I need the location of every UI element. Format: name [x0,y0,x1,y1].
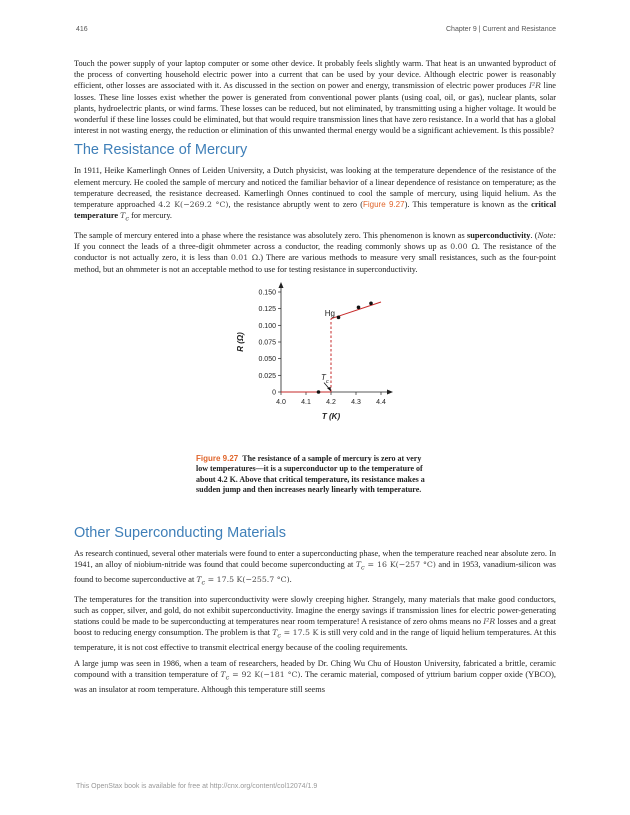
tc-subscript: c [125,214,129,223]
figure-9-27-link[interactable]: Figure 9.27 [362,200,405,210]
intro-text-a: Touch the power supply of your laptop computer or some other device. It probably feels slightly warm. That heat is an unwanted byproduct of the process of converting household electric power into a current that can be used by your device. Although electric power is reasonably efficient, other losses are associated with it. As discussed in the section on power and energy, transmission of electric power produces [74,59,556,91]
other-p2-math-i2r: I²R [483,616,496,626]
mercury-p2-text-b: . ( [530,230,538,240]
y-tick-label: 0.050 [258,355,276,363]
tc-symbol: T [272,628,278,638]
tc-symbol: T [220,670,226,680]
data-point [369,301,373,305]
intro-paragraph [74,58,556,136]
tc-symbol: T [196,574,202,584]
other-p1-text-b: and in 1953, vanadium-silicon was found to become superconductive at [74,560,556,584]
other-p2-text-b: losses and a great boost to reducing energy consumption. The problem is that [74,616,556,638]
tc-value: = 16 K(−257 °C) [364,560,436,569]
y-tick-label: 0.075 [258,339,276,347]
tc-value: = 17.5 K(−255.7 °C) [205,574,290,584]
other-paragraph-2 [74,594,556,654]
mercury-p1-text-b: , the resistance abruptly went to zero ( [228,200,363,210]
intro-math-i2r: I²R [528,81,542,91]
other-paragraph-1 [74,548,556,589]
tc-subscript: c [201,578,206,587]
mercury-p1-math-tc [120,211,129,223]
page-footer: This OpenStax book is available for free at http://cnx.org/content/col12074/1.9 [76,783,318,790]
annotation-tc-sub: c [326,378,329,385]
note-label: Note: [537,230,556,240]
term-superconductivity: superconductivity [466,230,531,240]
mercury-p2-math-zero-ohm: 0.00 Ω [450,242,478,252]
data-point [337,315,341,319]
x-tick-label: 4.1 [301,398,311,406]
other-p1-math-nbn [355,560,436,572]
other-p1-text-c: . [289,574,292,584]
tc-value: = 92 K(−181 °C) [229,670,301,680]
y-axis-arrow [279,282,284,288]
chapter-title: Chapter 9 | Current and Resistance [446,26,556,33]
tc-arrow-head [327,387,331,392]
data-point [317,390,321,394]
figure-9-27 [74,280,556,516]
tc-subscript: c [277,631,282,640]
y-tick-label: 0.150 [258,289,276,297]
chart-marks [281,301,381,393]
y-tick-label: 0.125 [258,305,276,313]
heading-resistance-of-mercury: The Resistance of Mercury [74,142,248,159]
x-axis-label: T (K) [321,411,341,421]
annotation-hg: Hg [324,308,335,318]
figure-caption [196,454,432,496]
x-tick-label: 4.3 [351,398,361,406]
mercury-p1-math-temp: 4.2 K(−269.2 °C) [158,200,229,210]
tc-subscript: c [361,563,365,572]
other-p2-text-a: The temperatures for the transition into superconductivity were slowly creeping higher. Strangely, many materials that make good conductors, such as copper, silver, and gold, do not exhibit superconductivity. Imagine the energy savings if transmission lines for electric power-generating stations could be made to be superconducting at temperatures near room temperature! A resistance of zero ohms means no [74,594,556,626]
heading-other-superconducting-materials: Other Superconducting Materials [74,524,286,541]
mercury-paragraph-1 [74,165,556,225]
page-content [74,58,556,700]
mercury-p1-text-d: for mercury. [129,211,172,221]
other-p2-text-c: is still very cold and in the range of liquid helium temperatures. At this temperature, it is not cost effective to transmit electrical energy because of the cooling requirements. [74,628,556,652]
other-p1-math-vsi [196,574,290,587]
x-tick-label: 4.0 [276,398,286,406]
figure-caption-label: Figure 9.27 [196,453,239,463]
tc-symbol: T [355,560,362,569]
y-tick-label: 0 [272,389,276,397]
other-p3-math-ybco [220,670,301,682]
data-point [357,305,361,309]
other-p2-math-tc [272,628,319,640]
resistance-chart [229,280,409,450]
other-p3-text-b: . The ceramic material, composed of yttrium barium copper oxide (YBCO), was an insulator at room temperature. Although this temperature still seems [74,670,556,695]
other-p3-text-a: A large jump was seen in 1986, when a team of researchers, headed by Dr. Ching Wu Chu of Houston University, fabricated a brittle, ceramic compound with a transition temperature of [74,659,556,680]
mercury-paragraph-2 [74,230,556,275]
annotation-tc: T [321,372,326,382]
other-paragraph-3 [74,658,556,695]
mercury-p2-math-small-ohm: 0.01 Ω [230,253,259,263]
tc-subscript: c [225,673,230,682]
tc-value: = 17.5 K [281,628,319,638]
term-critical-temperature: critical temperature [74,200,557,221]
x-axis-arrow [387,389,393,394]
y-tick-label: 0.100 [258,322,276,330]
mercury-p2-text-c: If you connect the leads of a three-digit ohmmeter across a conductor, the reading commonly shows up as [74,242,451,252]
tc-symbol: T [120,211,126,221]
page-number: 416 [76,26,88,33]
y-tick-label: 0.025 [258,372,276,380]
mercury-p2-text-a: The sample of mercury entered into a phase where the resistance was absolutely zero. This phenomenon is known as [74,230,467,240]
intro-text-b: line losses. These line losses exist whether the power is generated from conventional power plants (using coal, oil, or gas), nuclear plants, solar plants, hydroelectric plants, or wind farms. These losses can be reduced, but not eliminated, by transmitting using a higher voltage. It would be wonderful if these line losses could be eliminated, but that would require transmission lines that have zero resistance. In a world that has a global interest in not wasting energy, the reduction or elimination of this unwanted thermal energy would be a significant achievement. Is this possible? [74,81,556,136]
x-tick-label: 4.2 [326,398,336,406]
x-tick-label: 4.4 [376,398,386,406]
mercury-p2-text-e: .) There are various methods to measure very small resistances, such as the four-point method, but an ohmmeter is not an acceptable method to use for testing resistance in superconductivity. [74,253,556,274]
figure-caption-text: The resistance of a sample of mercury is zero at very low temperatures—it is a superconductor up to the temperature of about 4.2 K. Above that critical temperature, its resistance makes a sudden jump and then increases nearly linearly with temperature. [196,453,425,495]
other-p1-text-a: As research continued, several other materials were found to enter a superconducting phase, when the temperature reached near absolute zero. In 1941, an alloy of niobium-nitride was found that could become superconducting at [74,548,556,569]
mercury-p2-text-d: . The resistance of the conductor is not actually zero, it is less than [74,242,557,263]
mercury-p1-text-a: In 1911, Heike Kamerlingh Onnes of Leiden University, a Dutch physicist, was looking at the temperature dependence of the resistance of the element mercury. He cooled the sample of mercury and noticed the familiar behavior of a linear dependence of resistance on temperature; as the temperature decreased, the resistance decreased. Kamerlingh Onnes continued to cool the sample of mercury, using liquid helium. As the temperature approached [74,166,556,210]
y-axis-label: R (Ω) [236,332,245,352]
mercury-p1-text-c: ). This temperature is known as the [404,200,532,210]
